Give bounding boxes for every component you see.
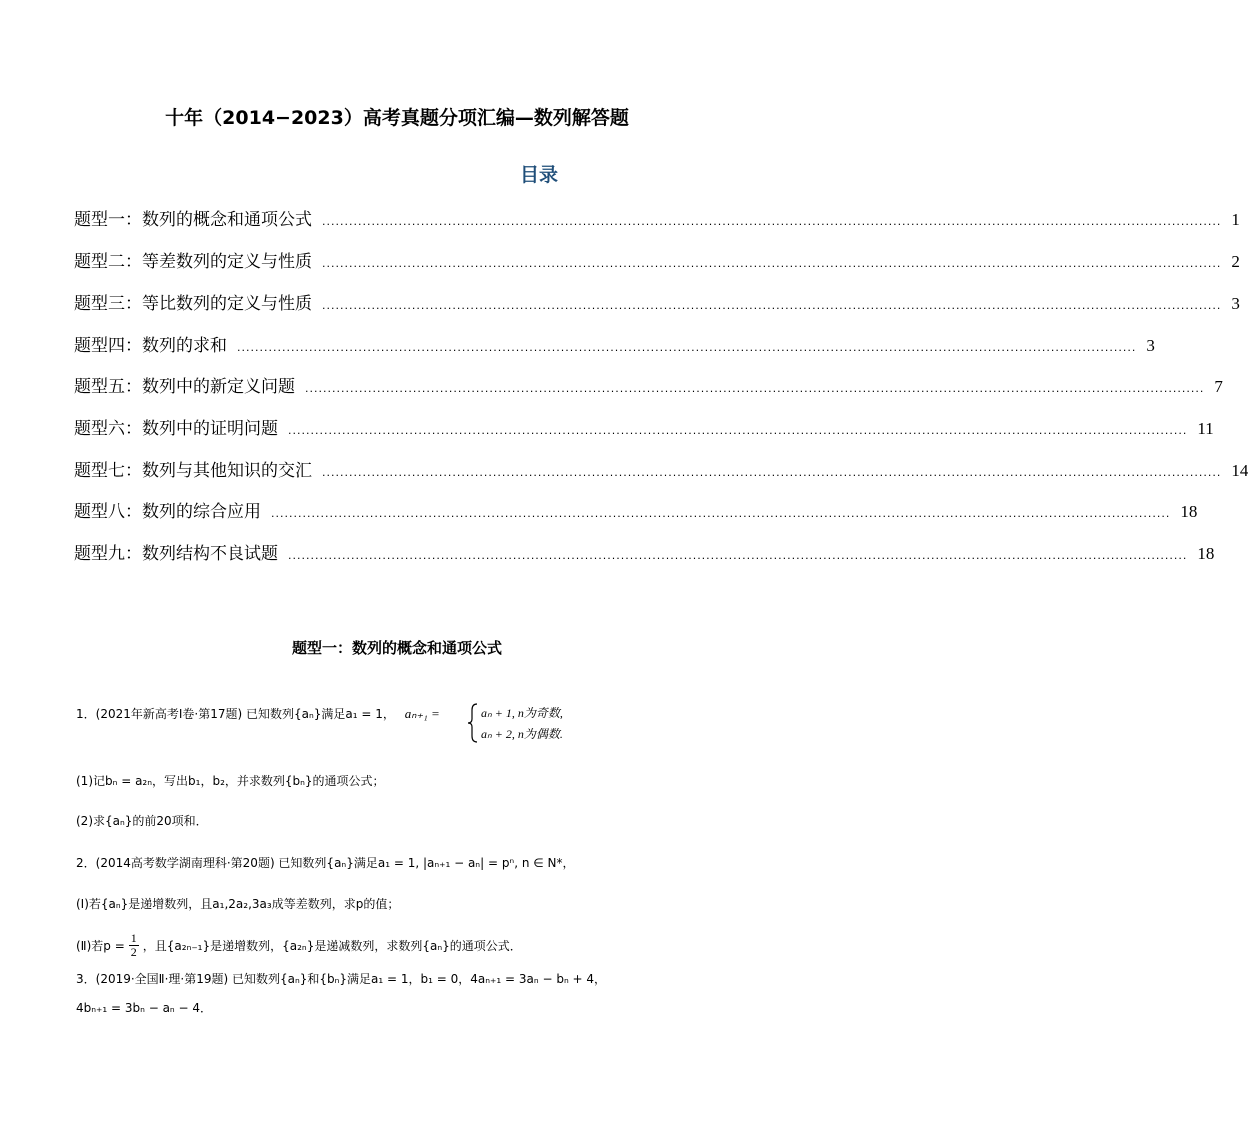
toc-dot-leader: ........................................................................................................................................................................................................ xyxy=(271,507,1171,520)
problem-1-intro: 1．(2021年新高考Ⅰ卷·第17题) 已知数列{aₙ}满足a₁ = 1， xyxy=(76,707,395,721)
toc-item[interactable] xyxy=(74,247,1240,273)
toc-heading: 目录 xyxy=(520,164,559,186)
problem-2-part-1: (Ⅰ)若{aₙ}是递增数列，且a₁,2a₂,3a₃成等差数列，求p的值； xyxy=(76,897,400,911)
toc-item-label: 题型三：等比数列的定义与性质 xyxy=(74,294,312,314)
problem-1-recurrence-lhs: aₙ₊₁ = xyxy=(404,706,440,721)
toc-item-page-number: 18 xyxy=(1180,502,1198,521)
problem-2-part-2-prefix: (Ⅱ)若p = xyxy=(76,939,125,953)
toc-item-page-number: 2 xyxy=(1231,252,1240,271)
toc-item[interactable] xyxy=(74,331,1155,357)
problem-2-part-2 xyxy=(76,932,522,959)
problem-1-piecewise xyxy=(467,702,577,744)
toc-dot-leader: ........................................................................................................................................................................................................ xyxy=(322,466,1222,479)
toc-dot-leader: ........................................................................................................................................................................................................ xyxy=(322,215,1222,228)
toc-item-label: 题型九：数列结构不良试题 xyxy=(74,544,278,564)
toc-item[interactable] xyxy=(74,497,1198,523)
document-title: 十年（2014−2023）高考真题分项汇编—数列解答题 xyxy=(165,107,629,129)
problem-1-case-even: aₙ + 2, n为偶数. xyxy=(481,727,563,741)
toc-item-page-number: 1 xyxy=(1231,210,1240,229)
toc-item-page-number: 18 xyxy=(1197,544,1215,563)
fraction-numerator: 1 xyxy=(130,931,137,945)
problem-2-intro: 2．(2014高考数学湖南理科·第20题) 已知数列{aₙ}满足a₁ = 1, |aₙ₊₁ − aₙ| = pⁿ, n ∈ N*， xyxy=(76,856,575,870)
toc-item[interactable] xyxy=(74,414,1214,440)
toc-item-label: 题型六：数列中的证明问题 xyxy=(74,419,278,439)
toc-item[interactable] xyxy=(74,372,1223,398)
problem-1-statement xyxy=(76,705,440,722)
brace-icon xyxy=(467,702,479,744)
problem-2-part-2-suffix: ，且{a₂ₙ₋₁}是递增数列，{a₂ₙ}是递减数列，求数列{aₙ}的通项公式． xyxy=(142,939,522,953)
toc-item-page-number: 11 xyxy=(1197,419,1214,438)
toc-dot-leader: ........................................................................................................................................................................................................ xyxy=(305,382,1205,395)
toc-dot-leader: ........................................................................................................................................................................................................ xyxy=(237,341,1137,354)
problem-3-line-1: 3．(2019·全国Ⅱ·理·第19题) 已知数列{aₙ}和{bₙ}满足a₁ = 1，b₁ = 0，4aₙ₊₁ = 3aₙ − bₙ + 4， xyxy=(76,972,607,986)
toc-item-label: 题型二：等差数列的定义与性质 xyxy=(74,252,312,272)
toc-item[interactable] xyxy=(74,289,1240,315)
toc-item-page-number: 3 xyxy=(1146,336,1155,355)
problem-1-part-1: (1)记bₙ = a₂ₙ，写出b₁，b₂，并求数列{bₙ}的通项公式； xyxy=(76,774,385,788)
toc-item[interactable] xyxy=(74,539,1215,565)
toc-item-page-number: 14 xyxy=(1231,461,1248,480)
toc-item[interactable] xyxy=(74,205,1240,231)
toc-item-page-number: 7 xyxy=(1214,377,1223,396)
toc-item-label: 题型七：数列与其他知识的交汇 xyxy=(74,461,312,481)
fraction-one-half xyxy=(129,932,139,959)
toc-item-label: 题型四：数列的求和 xyxy=(74,336,227,356)
toc-dot-leader: ........................................................................................................................................................................................................ xyxy=(322,257,1222,270)
toc-item-label: 题型五：数列中的新定义问题 xyxy=(74,377,295,397)
toc-dot-leader: ........................................................................................................................................................................................................ xyxy=(322,299,1222,312)
toc-dot-leader: ........................................................................................................................................................................................................ xyxy=(288,549,1188,562)
fraction-denominator: 2 xyxy=(130,945,137,959)
problem-1-part-2: (2)求{aₙ}的前20项和． xyxy=(76,814,208,828)
toc-item[interactable] xyxy=(74,456,1248,482)
problem-1-case-odd: aₙ + 1, n为奇数, xyxy=(481,706,563,720)
section-title: 题型一：数列的概念和通项公式 xyxy=(291,639,502,657)
toc-dot-leader: ........................................................................................................................................................................................................ xyxy=(288,424,1188,437)
problem-3-line-2: 4bₙ₊₁ = 3bₙ − aₙ − 4． xyxy=(76,1001,213,1015)
toc-item-page-number: 3 xyxy=(1231,294,1240,313)
toc-item-label: 题型一：数列的概念和通项公式 xyxy=(74,210,312,230)
toc-item-label: 题型八：数列的综合应用 xyxy=(74,502,261,522)
